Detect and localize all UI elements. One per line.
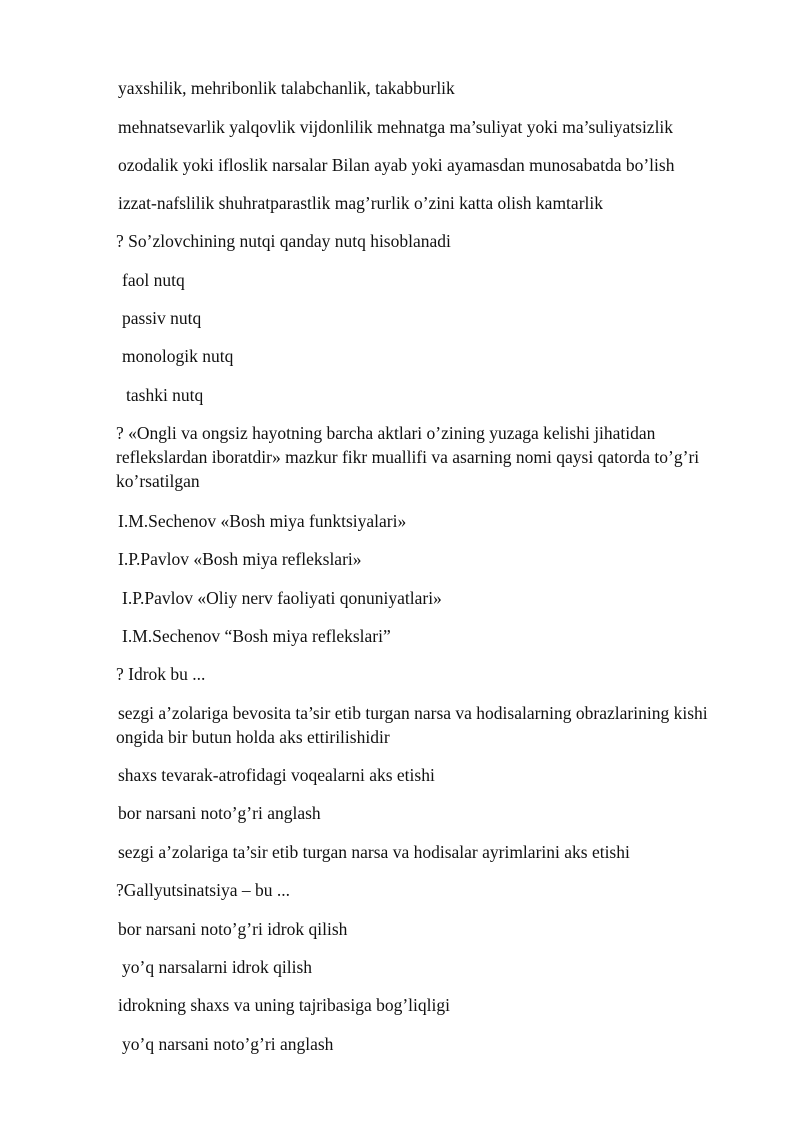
answer-option: monologik nutq [122,346,234,366]
question-text: ? «Ongli va ongsiz hayotning barcha aktlari o’zining yuzaga kelishi jihatidan reflekslardan iboratdir» mazkur fikr muallifi va asarning nomi qaysi qatorda to’g’ri ko’rsatilgan [116,423,700,491]
answer-option: ozodalik yoki ifloslik narsalar Bilan ayab yoki ayamasdan munosabatda bo’lish [118,155,675,175]
question-text: ?Gallyutsinatsiya – bu ... [116,880,291,900]
answer-option: yaxshilik, mehribonlik talabchanlik, takabburlik [118,78,455,98]
answer-option: yo’q narsalarni idrok qilish [122,957,313,977]
answer-option: izzat-nafslilik shuhratparastlik mag’rurlik o’zini katta olish kamtarlik [118,193,603,213]
answer-option: I.M.Sechenov «Bosh miya funktsiyalari» [118,511,407,531]
answer-option: I.P.Pavlov «Bosh miya reflekslari» [118,549,362,569]
answer-option: yo’q narsani noto’g’ri anglash [122,1034,334,1054]
answer-option: passiv nutq [122,308,202,328]
question-text: ? Idrok bu ... [116,664,206,684]
answer-option: I.M.Sechenov “Bosh miya reflekslari” [122,626,391,646]
answer-option: idrokning shaxs va uning tajribasiga bog’liqligi [118,995,450,1015]
answer-option: sezgi a’zolariga ta’sir etib turgan narsa va hodisalar ayrimlarini aks etishi [118,842,630,862]
question-text: ? So’zlovchining nutqi qanday nutq hisoblanadi [116,231,451,251]
answer-option: mehnatsevarlik yalqovlik vijdonlilik mehnatga ma’suliyat yoki ma’suliyatsizlik [118,117,674,137]
answer-option: faol nutq [122,270,185,290]
answer-option: shaxs tevarak-atrofidagi voqealarni aks etishi [118,765,435,785]
answer-option: I.P.Pavlov «Oliy nerv faoliyati qonuniyatlari» [122,588,442,608]
answer-option: bor narsani noto’g’ri anglash [118,803,321,823]
answer-option: sezgi a’zolariga bevosita ta’sir etib turgan narsa va hodisalarning obrazlarining kishi ongida bir butun holda aks ettirilishidir [116,703,708,747]
answer-option: bor narsani noto’g’ri idrok qilish [118,919,348,939]
answer-option: tashki nutq [126,385,204,405]
